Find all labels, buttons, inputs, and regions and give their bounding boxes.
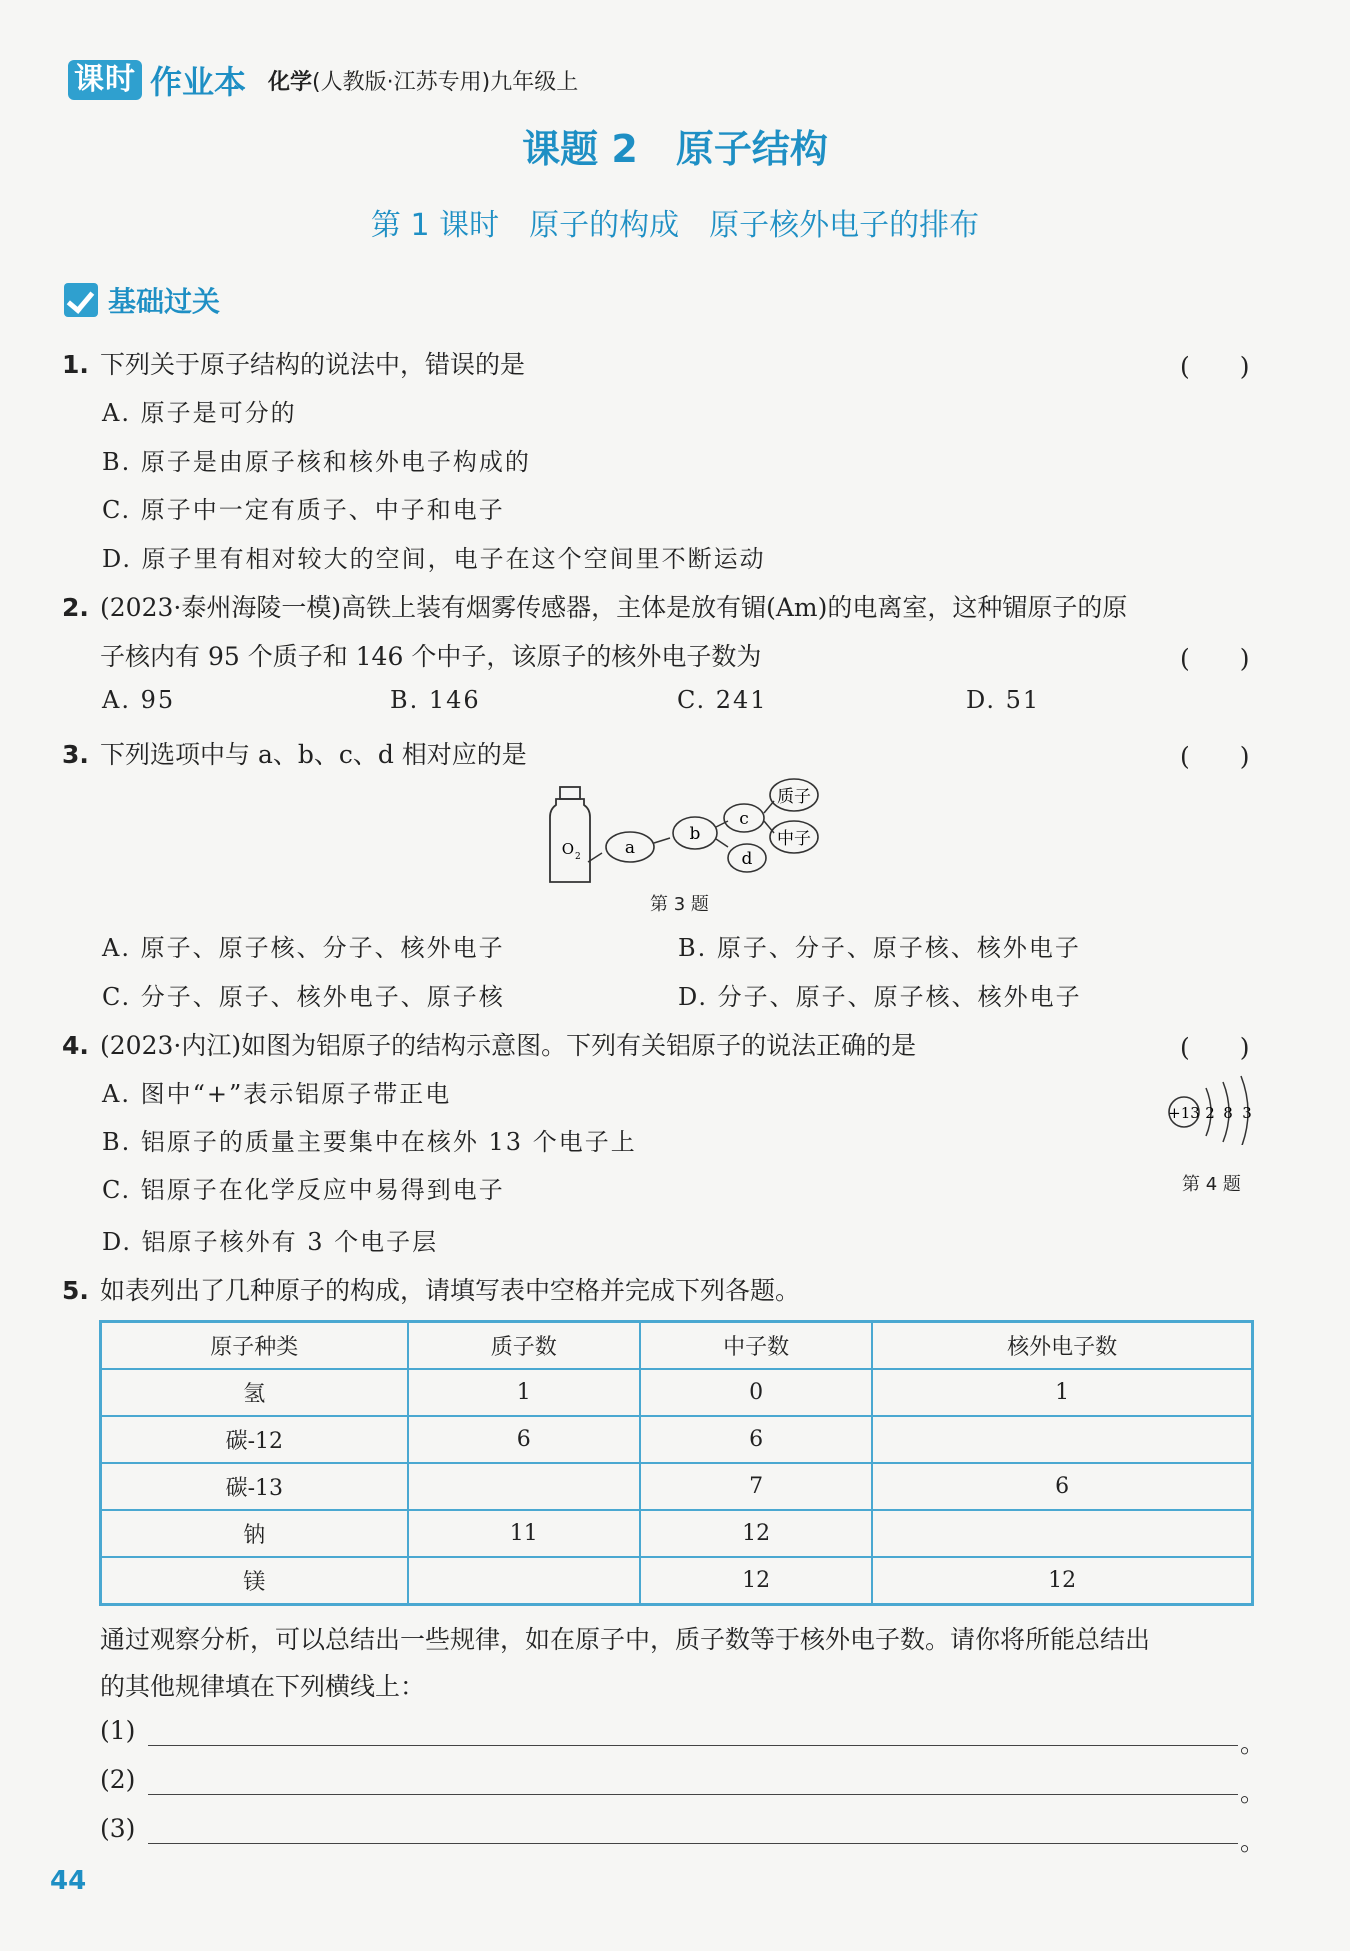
o2-subscript: 2 [575, 852, 581, 862]
question-stem: 如表列出了几种原子的构成，请填写表中空格并完成下列各题。 [100, 1276, 801, 1305]
checkbox-icon [64, 283, 98, 317]
question-2 [62, 588, 1127, 624]
question-3 [62, 735, 527, 771]
period-1: 。 [1240, 1729, 1266, 1758]
label-a: a [624, 838, 636, 858]
label-neutron: 中子 [777, 829, 811, 849]
question-stem: 下列关于原子结构的说法中，错误的是 [100, 350, 526, 379]
column-header: 原子种类 [101, 1322, 408, 1370]
table-row [101, 1463, 1253, 1510]
section-heading [64, 280, 220, 320]
question-stem: (2023·内江)如图为铝原子的结构示意图。下列有关铝原子的说法正确的是 [100, 1031, 917, 1060]
label-proton: 质子 [777, 787, 811, 807]
blank-cell[interactable] [872, 1510, 1252, 1557]
question-number: 5. [62, 1276, 89, 1305]
bottle-icon [550, 787, 590, 882]
question-1 [62, 345, 525, 381]
option-c[interactable]: C. 铝原子在化学反应中易得到电子 [102, 1176, 505, 1204]
table-row [101, 1369, 1253, 1416]
option-c[interactable]: C. 241 [677, 686, 768, 714]
option-a[interactable]: A. 原子、原子核、分子、核外电子 [102, 934, 505, 962]
option-a[interactable]: A. 原子是可分的 [102, 399, 297, 427]
question-4 [62, 1026, 916, 1062]
question-number: 4. [62, 1031, 89, 1060]
table-cell: 6 [640, 1416, 872, 1463]
shell-1-electrons: 2 [1205, 1104, 1215, 1122]
question-stem: 下列选项中与 a、b、c、d 相对应的是 [100, 740, 527, 769]
table-cell: 碳-12 [101, 1416, 408, 1463]
table-header-row [101, 1322, 1253, 1370]
option-c[interactable]: C. 原子中一定有质子、中子和电子 [102, 496, 505, 524]
table-cell: 7 [640, 1463, 872, 1510]
question-stem-line2: 子核内有 95 个质子和 146 个中子，该原子的核外电子数为 [100, 642, 762, 671]
table-cell: 0 [640, 1369, 872, 1416]
period-2: 。 [1240, 1778, 1266, 1807]
atom-composition-table [99, 1320, 1254, 1606]
book-info [268, 65, 578, 96]
lesson-title: 课题 2 原子结构 [522, 127, 828, 171]
figure-caption: 第 4 题 [1182, 1174, 1241, 1195]
option-a[interactable]: A. 95 [102, 686, 176, 714]
table-row [101, 1510, 1253, 1557]
table-cell: 1 [872, 1369, 1252, 1416]
answer-line-1[interactable] [148, 1745, 1238, 1746]
column-header: 中子数 [640, 1322, 872, 1370]
blank-cell[interactable] [872, 1416, 1252, 1463]
question-number: 3. [62, 740, 89, 769]
label-d: d [741, 849, 753, 869]
followup-line2: 的其他规律填在下列横线上： [100, 1672, 426, 1701]
option-a[interactable]: A. 图中“+”表示铝原子带正电 [102, 1080, 452, 1108]
shell-2-electrons: 8 [1223, 1104, 1233, 1122]
option-b[interactable]: B. 146 [390, 686, 481, 714]
column-header: 质子数 [408, 1322, 640, 1370]
lesson-subtitle: 第 1 课时 原子的构成 原子核外电子的排布 [370, 208, 980, 243]
label-c: c [739, 809, 749, 829]
table-row [101, 1557, 1253, 1605]
question-stem-line1: (2023·泰州海陵一模)高铁上装有烟雾传感器，主体是放有镅(Am)的电离室，这种镅原子的原 [100, 593, 1128, 622]
page-header [68, 58, 578, 102]
table-cell: 11 [408, 1510, 640, 1557]
label-b: b [689, 824, 701, 844]
period-3: 。 [1240, 1827, 1266, 1856]
table-cell: 12 [872, 1557, 1252, 1605]
answer-bracket[interactable]: ( ) [1180, 644, 1250, 673]
blank-label-1: (1) [100, 1716, 136, 1745]
shell-3-electrons: 3 [1242, 1104, 1252, 1122]
table-row [101, 1416, 1253, 1463]
answer-bracket[interactable]: ( ) [1180, 1033, 1250, 1062]
option-d[interactable]: D. 原子里有相对较大的空间，电子在这个空间里不断运动 [102, 545, 766, 573]
answer-line-3[interactable] [148, 1843, 1238, 1844]
blank-label-2: (2) [100, 1765, 136, 1794]
question-number: 2. [62, 593, 89, 622]
edition: (人教版·江苏专用)九年级上 [312, 69, 579, 95]
subject: 化学 [268, 69, 313, 95]
brand-name: 作业本 [150, 63, 247, 101]
answer-bracket[interactable]: ( ) [1180, 352, 1250, 381]
table-cell: 碳-13 [101, 1463, 408, 1510]
answer-bracket[interactable]: ( ) [1180, 742, 1250, 771]
option-d[interactable]: D. 铝原子核外有 3 个电子层 [102, 1228, 439, 1256]
o2-label: O [561, 840, 574, 858]
nucleus-charge: +13 [1168, 1104, 1200, 1122]
aluminum-atom-diagram [1160, 1070, 1260, 1145]
blank-label-3: (3) [100, 1814, 136, 1843]
option-b[interactable]: B. 铝原子的质量主要集中在核外 13 个电子上 [102, 1128, 637, 1156]
table-cell: 6 [408, 1416, 640, 1463]
option-c[interactable]: C. 分子、原子、核外电子、原子核 [102, 983, 505, 1011]
question-5 [62, 1271, 800, 1307]
figure-caption: 第 3 题 [650, 894, 709, 915]
table-cell: 1 [408, 1369, 640, 1416]
followup-line1: 通过观察分析，可以总结出一些规律，如在原子中，质子数等于核外电子数。请你将所能总结出 [100, 1625, 1151, 1654]
table-cell: 镁 [101, 1557, 408, 1605]
blank-cell[interactable] [408, 1557, 640, 1605]
table-cell: 钠 [101, 1510, 408, 1557]
option-d[interactable]: D. 分子、原子、原子核、核外电子 [678, 983, 1082, 1011]
table-cell: 氢 [101, 1369, 408, 1416]
option-b[interactable]: B. 原子、分子、原子核、核外电子 [678, 934, 1081, 962]
table-cell: 12 [640, 1557, 872, 1605]
composition-diagram [540, 775, 820, 890]
question-number: 1. [62, 350, 89, 379]
logo: 课时 [68, 60, 142, 100]
table-cell: 12 [640, 1510, 872, 1557]
option-b[interactable]: B. 原子是由原子核和核外电子构成的 [102, 448, 531, 476]
blank-cell[interactable] [408, 1463, 640, 1510]
table-cell: 6 [872, 1463, 1252, 1510]
answer-line-2[interactable] [148, 1794, 1238, 1795]
page-number: 44 [50, 1866, 87, 1896]
option-d[interactable]: D. 51 [966, 686, 1041, 714]
column-header: 核外电子数 [872, 1322, 1252, 1370]
section-title: 基础过关 [108, 285, 221, 318]
